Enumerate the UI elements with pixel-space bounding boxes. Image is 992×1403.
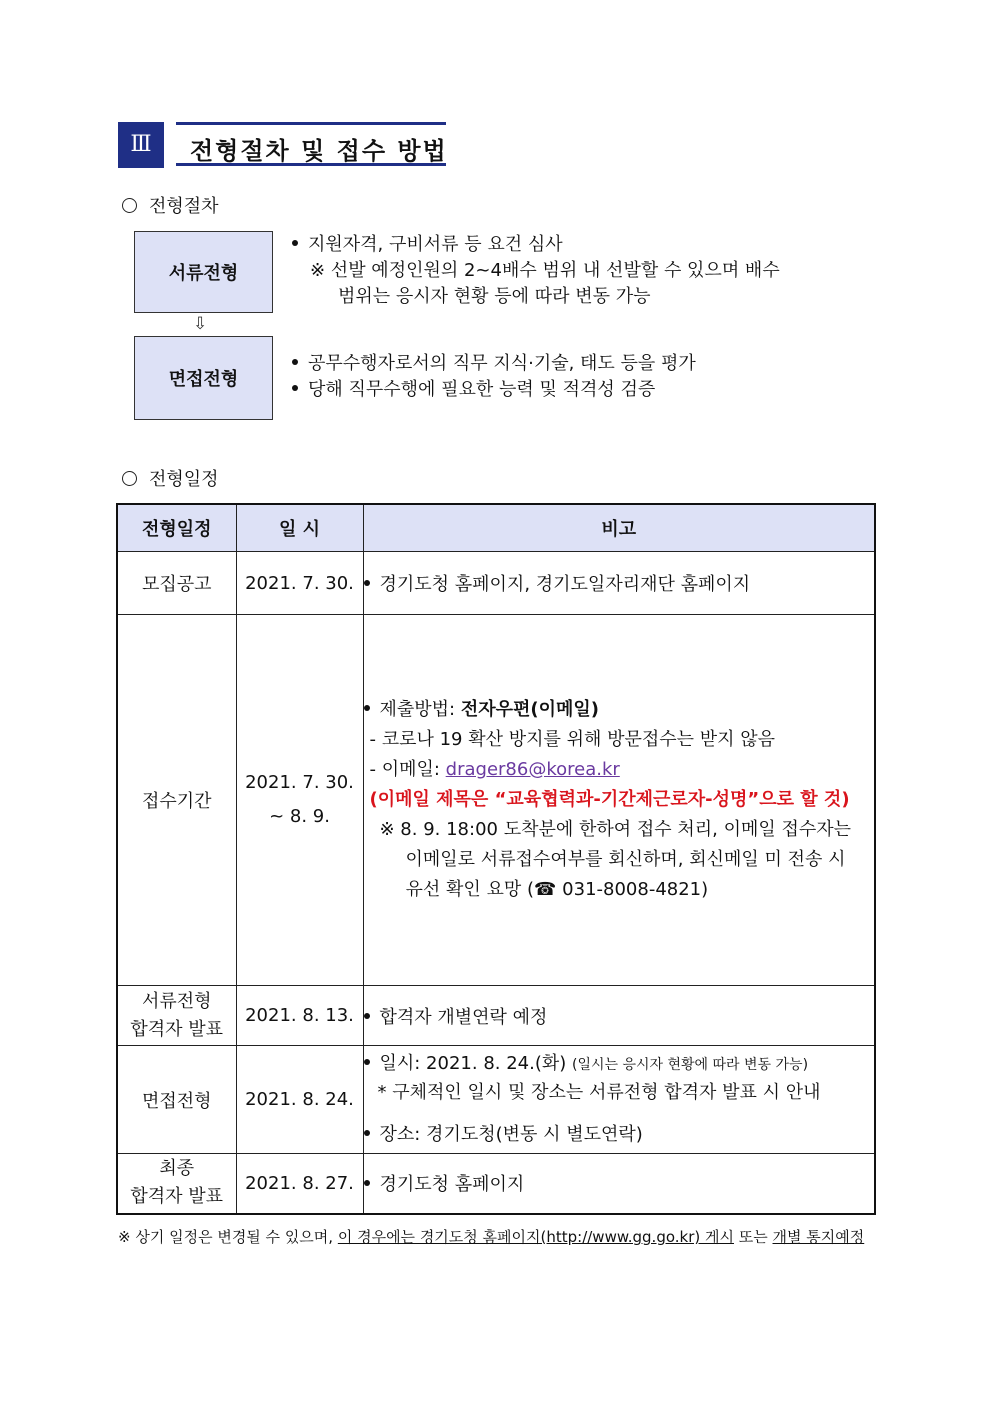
stage-box-interview: 면접전형 [134, 336, 273, 420]
bullet-icon [364, 1059, 370, 1065]
circle-bullet-icon [122, 471, 137, 486]
email-subject-note: (이메일 제목은 “교육협력과-기간제근로자-성명”으로 할 것) [369, 789, 850, 810]
section-title: 전형절차 및 접수 방법 [190, 137, 448, 165]
arrow-down-icon: ⇩ [193, 314, 208, 334]
bullet-icon [364, 1130, 370, 1136]
schedule-table [116, 503, 876, 1215]
section-number: Ⅲ [118, 122, 164, 168]
email-link[interactable]: drager86@korea.kr [445, 759, 620, 780]
footnote-website-link[interactable]: 이 경우에는 경기도청 홈페이지(http://www.gg.go.kr) 게시 [337, 1228, 734, 1246]
stage-description-interview: 공무수행자로서의 직무 지식·기술, 태도 등을 평가 당해 직무수행에 필요한 능력 및 적격성 검증 [292, 351, 696, 403]
stage-description-document: 지원자격, 구비서류 등 요건 심사 ※ 선발 예정인원의 2~4배수 범위 내 선발할 수 있으며 배수 범위는 응시자 현황 등에 따라 변동 가능 [292, 232, 780, 310]
section-title-box [176, 122, 446, 166]
header-date: 일 시 [236, 504, 363, 552]
table-row: 면접전형 2021. 8. 24. 일시: 2021. 8. 24.(화) (일시는 응시자 현황에 따라 변동 가능) * 구체적인 일시 및 장소는 서류전형 합격자 발표 시 안내 장소: 경기도청(변동 시 별도연락) [117, 1046, 875, 1154]
bullet-icon [364, 580, 370, 586]
table-row: 서류전형 합격자 발표 2021. 8. 13. 합격자 개별연락 예정 [117, 986, 875, 1046]
bullet-icon [292, 359, 298, 365]
schedule-heading: 전형일정 [122, 465, 219, 491]
circle-bullet-icon [122, 198, 137, 213]
bullet-icon [364, 1180, 370, 1186]
procedure-heading: 전형절차 [122, 192, 219, 218]
stage-box-document: 서류전형 [134, 231, 273, 313]
bullet-icon [292, 240, 298, 246]
bullet-icon [364, 705, 370, 711]
header-stage: 전형일정 [117, 504, 236, 552]
table-row: 접수기간 2021. 7. 30. ~ 8. 9. 제출방법: 전자우편(이메일) - 코로나 19 확산 방지를 위해 방문접수는 받지 않음 - 이메일: drager86@korea.kr (이메일 제목은 “교육협력과-기간제근로자-성명”으로 할 것) ※ 8. 9. 18:00 도착분에 한하여 접수 처리, 이메일 접수자는 이메일로 서류접수여부를 회신하며, 회신메일 미 전송 시 유선 확인 요망 (☎ 031-8008-4821) [117, 615, 875, 986]
bullet-icon [364, 1013, 370, 1019]
bullet-icon [292, 385, 298, 391]
phone-icon: ☎ [534, 879, 557, 900]
footnote: ※ 상기 일정은 변경될 수 있으며, 이 경우에는 경기도청 홈페이지(http://www.gg.go.kr) 게시 또는 개별 통지예정 [118, 1228, 865, 1246]
header-note: 비고 [363, 504, 875, 552]
table-header-row [117, 504, 875, 552]
table-row: 모집공고 2021. 7. 30. 경기도청 홈페이지, 경기도일자리재단 홈페이지 [117, 552, 875, 615]
table-row: 최종 합격자 발표 2021. 8. 27. 경기도청 홈페이지 [117, 1154, 875, 1214]
